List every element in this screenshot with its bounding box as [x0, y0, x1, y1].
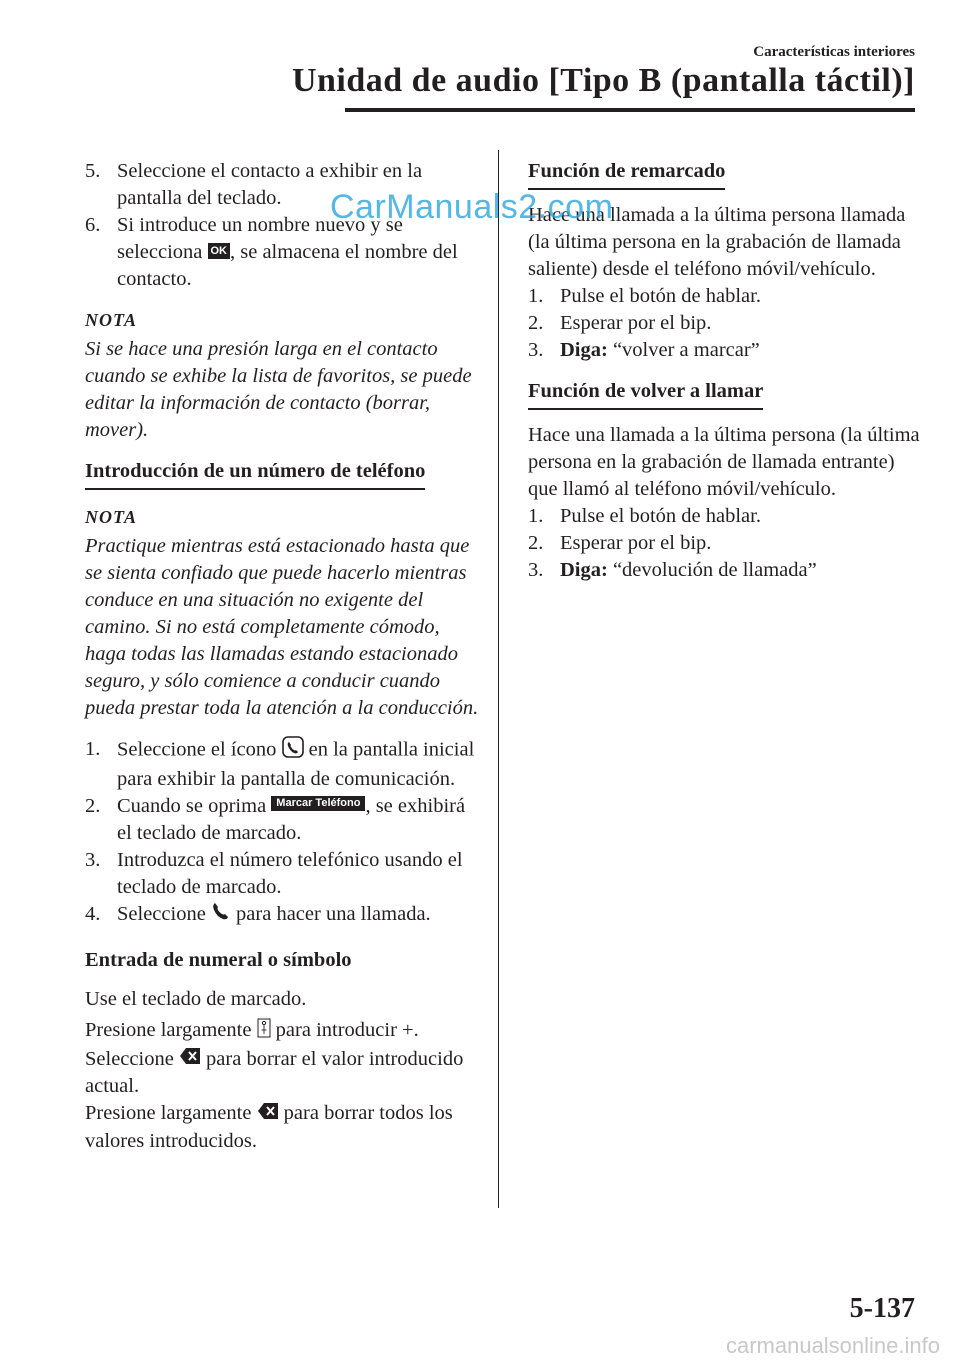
section-heading: Introducción de un número de teléfono [85, 458, 425, 490]
watermark: CarManuals2.com [330, 188, 614, 226]
header-rule [345, 108, 915, 112]
list-item: 6. Si introduce un nombre nuevo y se selecciona OK , se almacena el nombre del contacto. [85, 214, 458, 290]
paragraph: Presione largamente para borrar todos los valores introducidos. [85, 1102, 453, 1153]
section-heading: Función de remarcado [528, 158, 725, 190]
ok-icon: OK [208, 243, 231, 259]
phone-call-icon [211, 901, 231, 929]
sub-heading: Entrada de numeral o símbolo [85, 949, 352, 972]
backspace-icon [257, 1101, 279, 1128]
paragraph: Use el teclado de marcado. [85, 988, 307, 1011]
paragraph: Presione largamente para introducir +. [85, 1017, 480, 1045]
paragraph: Hace una llamada a la última persona (la última persona en la grabación de llamada entrante) que llamó al teléfono móvil/vehículo. [528, 424, 920, 500]
list-item: 5. Seleccione el contacto a exhibir en la pantalla del teclado. [85, 160, 423, 209]
list-item: 1. Seleccione el ícono en la pantalla inicial para exhibir la pantalla de comunicación. [85, 738, 475, 790]
list-item: 4. Seleccione para hacer una llamada. [85, 901, 480, 929]
paragraph: Seleccione para borrar el valor introducido actual. [85, 1047, 464, 1098]
backspace-icon [179, 1046, 201, 1073]
page-number: 5-137 [849, 1293, 915, 1324]
paragraph: Hace una llamada a la última persona llamada (la última persona en la grabación de llamada saliente) desde el teléfono móvil/vehículo. [528, 204, 906, 280]
section-heading: Función de volver a llamar [528, 378, 763, 410]
left-column [85, 158, 480, 1155]
list-item: 1. Pulse el botón de hablar. [528, 285, 761, 307]
note-text: Practique mientras está estacionado hasta que se sienta confiado que puede hacerlo mientras conduce en una situación no exigente del camino. Si no está completamente cómodo, haga todas las llamadas estando estacionado seguro, y sólo comience a conducir cuando pueda prestar toda la atención a la conducción. [85, 535, 479, 719]
plus-key-icon [257, 1018, 271, 1046]
list-item: 2. Esperar por el bip. [528, 312, 712, 334]
list-item: 2. Esperar por el bip. [528, 532, 712, 554]
page-title: Unidad de audio [Tipo B (pantalla táctil)] [291, 62, 915, 99]
phone-communication-icon [282, 736, 304, 766]
column-divider [498, 150, 499, 1208]
list-item: 2. Cuando se oprima Marcar Teléfono , se exhibirá el teclado de marcado. [85, 795, 466, 844]
site-watermark: carmanualsonline.info [725, 1333, 940, 1358]
list-item: 3. Diga: “volver a marcar” [528, 339, 760, 361]
note-text: Si se hace una presión larga en el contacto cuando se exhibe la lista de favoritos, se puede editar la información de contacto (borrar, mover). [85, 338, 472, 441]
marcar-telefono-button-icon: Marcar Teléfono [271, 796, 365, 811]
note-label: NOTA [85, 507, 138, 527]
header-section: Características interiores [753, 44, 915, 60]
note-label: NOTA [85, 310, 138, 330]
list-item: 3. Diga: “devolución de llamada” [528, 559, 817, 581]
list-item: 1. Pulse el botón de hablar. [528, 505, 761, 527]
list-item: 3. Introduzca el número telefónico usando el teclado de marcado. [85, 849, 463, 898]
